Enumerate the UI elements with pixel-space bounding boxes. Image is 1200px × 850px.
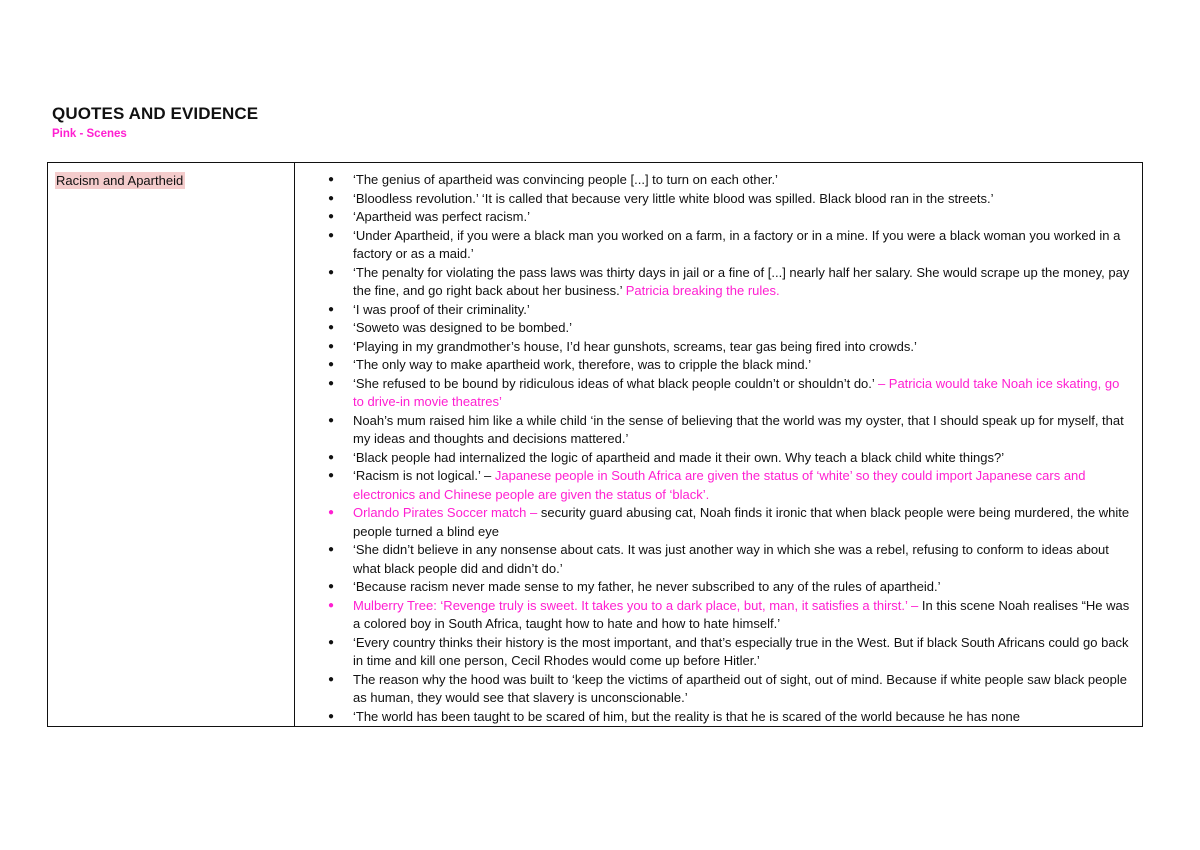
quote-text: ‘She didn’t believe in any nonsense about cats. It was just another way in which she was a rebel, refusing to conform to ideas about what black people did and didn’t do.’ (353, 542, 1109, 576)
quotes-table (47, 162, 1143, 727)
scene-lead: Mulberry Tree: ‘Revenge truly is sweet. It takes you to a dark place, but, man, it satisfies a thirst.’ – (353, 597, 919, 613)
quote-list (295, 163, 1142, 726)
bullet-icon: ● (328, 322, 335, 333)
quote-item (295, 190, 1132, 209)
scene-note: Japanese people in South Africa are given the status of ‘white’ so they could import Japanese cars and electronics and Chinese people are given the status of ‘black’. (353, 468, 1086, 502)
quote-text: ‘Because racism never made sense to my father, he never subscribed to any of the rules of apartheid.’ (353, 579, 941, 594)
quote-item (295, 504, 1132, 541)
bullet-icon: ● (328, 359, 335, 370)
quote-text: ‘Apartheid was perfect racism.’ (353, 209, 531, 224)
quote-text: The reason why the hood was built to ‘keep the victims of apartheid out of sight, out of mind. Because if white people saw black people as human, they would see that slavery is unconscionable.’ (353, 671, 1127, 705)
quote-text: ‘The penalty for violating the pass laws was thirty days in jail or a fine of [...] nearly half her salary. She would scrape up the money, pay the fine, and go right back about her business.’ (353, 264, 1130, 298)
quote-text: ‘The only way to make apartheid work, therefore, was to cripple the black mind.’ (353, 357, 812, 372)
quote-item (295, 467, 1132, 504)
bullet-icon: ● (328, 710, 335, 722)
bullet-icon: ● (328, 414, 335, 426)
bullet-icon: ● (328, 599, 335, 611)
quote-item (295, 578, 1132, 597)
quote-text: In this scene Noah realises “He was a colored boy in South Africa, taught how to hate and how to hate himself.’ (353, 597, 1130, 631)
quote-item (295, 412, 1132, 449)
bullet-icon: ● (328, 507, 335, 518)
quote-text: security guard abusing cat, Noah finds it ironic that when black people were being murdered, the white people turned a blind eye (353, 505, 1130, 539)
scene-note: – Patricia would take Noah ice skating, go to drive-in movie theatres’ (353, 375, 1120, 409)
quote-text: ‘Soweto was designed to be bombed.’ (353, 320, 572, 335)
quote-text: ‘The genius of apartheid was convincing people [...] to turn on each other.’ (353, 172, 778, 187)
scene-note: Patricia breaking the rules. (625, 283, 780, 298)
quote-text: ‘She refused to be bound by ridiculous ideas of what black people couldn’t or shouldn’t do.’ (353, 375, 875, 391)
bullet-icon: ● (328, 211, 335, 222)
quote-text: ‘I was proof of their criminality.’ (353, 301, 530, 317)
theme-label: Racism and Apartheid (56, 173, 184, 188)
page-title: QUOTES AND EVIDENCE (52, 104, 259, 123)
quote-item (295, 338, 1132, 357)
quote-item (295, 301, 1132, 320)
quote-text: ‘Every country thinks their history is the most important, and that’s especially true in the West. But if black South Africans could go back in time and kill one person, Cecil Rhodes would come up before Hitler.’ (353, 634, 1129, 668)
quote-item (295, 541, 1132, 578)
quote-item (295, 597, 1132, 634)
quote-item (295, 634, 1132, 671)
quote-item (295, 356, 1132, 375)
quote-item (295, 208, 1132, 227)
bullet-icon: ● (328, 581, 335, 592)
quote-text: ‘Under Apartheid, if you were a black man you worked on a farm, in a factory or in a mine. If you were a black woman you worked in a factory or as a maid.’ (353, 227, 1121, 261)
quote-text: ‘Playing in my grandmother’s house, I’d hear gunshots, screams, tear gas being fired into crowds.’ (353, 338, 917, 354)
bullet-icon: ● (328, 229, 335, 241)
quote-item (295, 171, 1132, 190)
quote-item (295, 449, 1132, 468)
quote-item (295, 671, 1132, 708)
theme-cell (48, 163, 295, 727)
bullet-icon: ● (328, 544, 335, 555)
table-row (48, 163, 1143, 727)
quotes-cell (295, 163, 1143, 727)
bullet-icon: ● (328, 377, 335, 389)
quote-text: Noah’s mum raised him like a while child ‘in the sense of believing that the world was my oyster, that I should speak up for myself, that my ideas and thoughts and decisions mattered.’ (353, 412, 1124, 446)
quote-item (295, 264, 1132, 301)
bullet-icon: ● (328, 451, 335, 463)
quote-item (295, 319, 1132, 338)
quote-item (295, 375, 1132, 412)
bullet-icon: ● (328, 174, 335, 185)
bullet-icon: ● (328, 266, 335, 278)
bullet-icon: ● (328, 673, 335, 685)
scene-lead: Orlando Pirates Soccer match – (353, 505, 538, 520)
quote-item (295, 227, 1132, 264)
quote-text: ‘Bloodless revolution.’ ‘It is called that because very little white blood was spilled. Black blood ran in the streets.’ (353, 190, 994, 206)
color-legend: Pink - Scenes (52, 128, 127, 140)
quote-text: ‘Black people had internalized the logic of apartheid and made it their own. Why teach a black child white things?’ (353, 449, 1005, 465)
bullet-icon: ● (328, 470, 335, 481)
quote-text: ‘Racism is not logical.’ – (353, 468, 492, 483)
quote-item (295, 708, 1132, 727)
bullet-icon: ● (328, 340, 335, 352)
bullet-icon: ● (328, 303, 335, 315)
bullet-icon: ● (328, 192, 335, 204)
quote-text: ‘The world has been taught to be scared of him, but the reality is that he is scared of the world because he has none (353, 708, 1021, 724)
bullet-icon: ● (328, 636, 335, 648)
